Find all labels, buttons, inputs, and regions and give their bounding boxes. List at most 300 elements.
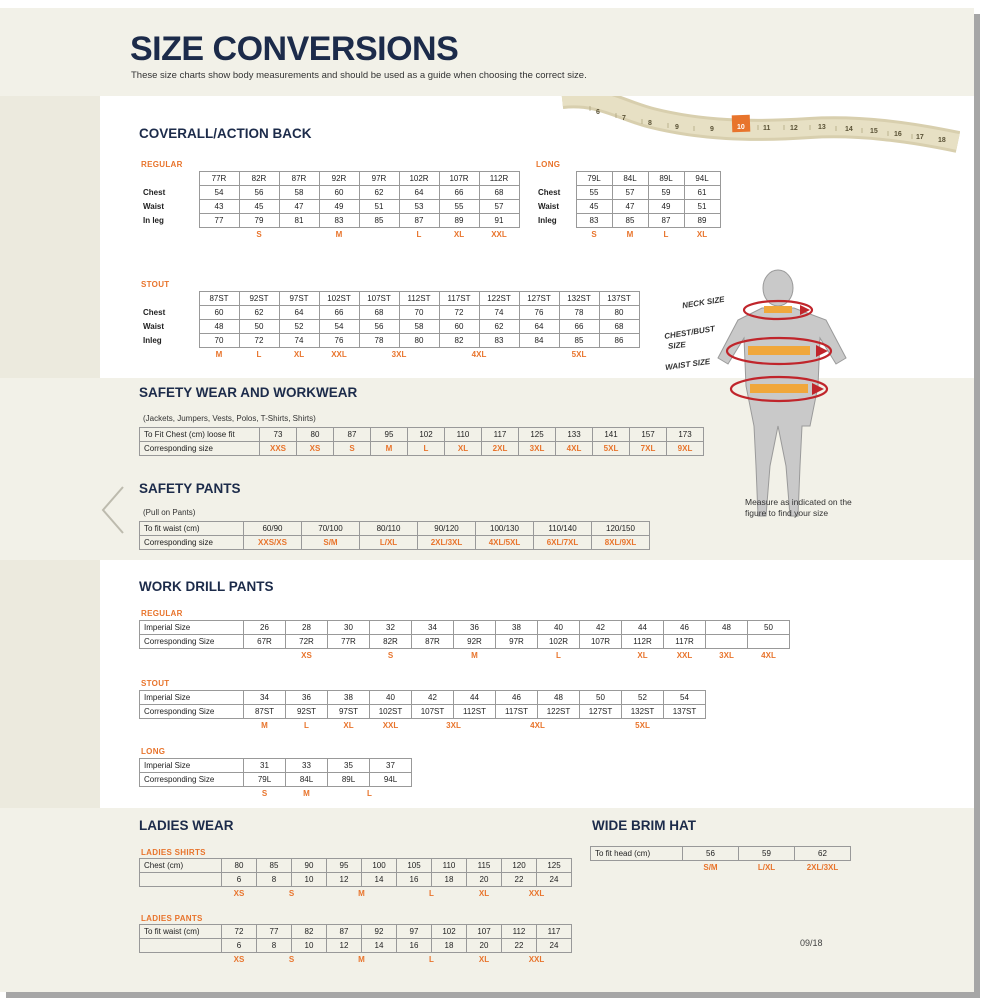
size-cell: XL [453,230,465,239]
label-drill-stout: STOUT [141,679,170,688]
size-cell [359,228,399,242]
table-cell: 57 [479,200,519,214]
size-cell: XXL [382,721,399,730]
table-cell: 8XL/9XL [592,536,650,550]
table-header-cell: 107ST [359,292,399,306]
table-cell: 141 [593,428,630,442]
table-cell: M [371,442,408,456]
table-cell: 89L [328,773,370,787]
table-cell: 50 [748,621,790,635]
table-cell: 87 [334,428,371,442]
table-cell: 92R [454,635,496,649]
size-cell: M [261,721,268,730]
table-cell: 55 [576,186,612,200]
table-cell: 6 [222,939,257,953]
size-cell: XL [343,721,354,730]
row-label: To fit waist (cm) [140,522,244,536]
table-cell: 102 [432,925,467,939]
table-cell: 2XL/3XL [418,536,476,550]
table-cell: 50 [580,691,622,705]
table-cell: 89 [439,214,479,228]
size-cell: L [256,350,262,359]
size-row [534,228,720,242]
svg-text:10: 10 [737,124,745,131]
row-label: Imperial Size [140,759,244,773]
table-header-cell: 127ST [519,292,559,306]
table-cell: 132ST [622,705,664,719]
table-cell: 125 [519,428,556,442]
size-cell [199,228,239,242]
size-cell: S [261,789,268,798]
size-cell: XL [293,350,305,359]
table-cell: 60 [199,306,239,320]
table-cell: 80 [297,428,334,442]
size-cell [244,649,286,663]
size-cell: L [429,889,434,898]
table-cell: 6XL/7XL [534,536,592,550]
table-header-cell: 112R [479,172,519,186]
table-hat [590,846,851,874]
table-cell: 3XL [519,442,556,456]
row-label: Corresponding Size [140,773,244,787]
table-cell: 54 [664,691,706,705]
table-coverall-stout [139,291,640,361]
table-row [140,536,650,550]
size-row [591,861,851,875]
table-cell: 30 [328,621,370,635]
table-cell: 14 [362,873,397,887]
row-label: Corresponding Size [140,705,244,719]
table-cell: XXS [260,442,297,456]
size-cell: XL [696,230,708,239]
table-cell: 9XL [667,442,704,456]
table-cell: 10 [292,939,327,953]
svg-text:13: 13 [818,124,826,131]
table-cell: 48 [199,320,239,334]
table-cell: 107ST [412,705,454,719]
table-cell: 34 [412,621,454,635]
table-cell: 74 [479,306,519,320]
table-cell: 62 [359,186,399,200]
table-cell: 110 [445,428,482,442]
row-label: To fit head (cm) [591,847,683,861]
table-cell: 137ST [664,705,706,719]
table-header-cell: 94L [684,172,720,186]
size-cell: M [303,789,310,798]
table-cell: 8 [257,873,292,887]
table-cell: 107 [467,925,502,939]
row-label: Inleg [143,336,162,345]
table-cell: 102ST [370,705,412,719]
figure-caption: Measure as indicated on the figure to find your size [745,497,852,519]
table-cell: 66 [319,306,359,320]
size-cell: M [215,350,223,359]
size-cell: XL [478,955,490,964]
size-cell: S/M [703,863,718,872]
table-cell: 18 [432,939,467,953]
table-cell: 112R [622,635,664,649]
table-cell: 87R [412,635,454,649]
table-cell: 86 [599,334,639,348]
label-drill-regular: REGULAR [141,609,183,618]
table-cell: 16 [397,939,432,953]
table-cell: 85 [257,859,292,873]
size-cell: M [626,230,634,239]
size-cell: S [288,955,295,964]
table-row [140,705,706,719]
row-label [140,939,222,953]
table-cell: 90 [292,859,327,873]
table-cell: 46 [664,621,706,635]
table-cell: 16 [397,873,432,887]
table-ladies-shirts [139,858,572,900]
table-cell: 105 [397,859,432,873]
row-label: Imperial Size [140,691,244,705]
table-header-cell: 82R [239,172,279,186]
section-heading-safety-wear: SAFETY WEAR AND WORKWEAR [139,385,358,400]
table-header-cell: 92R [319,172,359,186]
table-cell: 53 [399,200,439,214]
figure-label-chest-line2: SIZE [667,340,687,351]
table-cell: 49 [648,200,684,214]
note-safety-pants: (Pull on Pants) [143,508,196,517]
table-row [139,320,639,334]
svg-text:8: 8 [648,120,652,127]
page-subtitle: These size charts show body measurements and should be used as a guide when choosing the correct size. [131,70,587,81]
table-cell: 68 [599,320,639,334]
size-cell: M [358,955,365,964]
table-cell: 49 [319,200,359,214]
table-cell: 117ST [496,705,538,719]
table-row [140,939,572,953]
table-row [140,925,572,939]
table-cell: 2XL [482,442,519,456]
size-cell: 4XL [530,721,545,730]
table-cell: 47 [279,200,319,214]
table-cell: 55 [439,200,479,214]
table-cell: 47 [612,200,648,214]
label-ladies-pants: LADIES PANTS [141,914,203,923]
table-cell: 82 [292,925,327,939]
table-cell: 122ST [538,705,580,719]
table-row [139,186,519,200]
table-cell: 72 [239,334,279,348]
size-cell: L/XL [757,863,776,872]
table-cell: 44 [622,621,664,635]
table-cell: 80 [399,334,439,348]
table-drill-long [139,758,412,800]
svg-text:12: 12 [790,125,798,132]
row-label: Chest [143,188,166,197]
table-cell: 81 [279,214,319,228]
row-label: Waist [538,202,560,211]
table-header-cell: 117ST [439,292,479,306]
table-cell [706,635,748,649]
table-cell: 28 [286,621,328,635]
table-cell: 68 [359,306,399,320]
table-cell: 73 [260,428,297,442]
table-cell: 80/110 [360,522,418,536]
table-cell: 22 [502,873,537,887]
table-cell: 60 [319,186,359,200]
table-cell: 51 [684,200,720,214]
table-drill-regular [139,620,790,662]
table-cell: 58 [399,320,439,334]
table-row [140,759,412,773]
table-row [534,200,720,214]
table-cell: S/M [302,536,360,550]
table-header-cell: 92ST [239,292,279,306]
table-cell: 76 [519,306,559,320]
table-header-cell: 102ST [319,292,359,306]
label-ladies-shirts: LADIES SHIRTS [141,848,206,857]
table-cell: 82R [370,635,412,649]
figure-label-waist: WAIST SIZE [664,356,711,373]
size-cell: XL [637,651,648,660]
table-cell: 40 [538,621,580,635]
table-cell: XL [445,442,482,456]
row-label: Imperial Size [140,621,244,635]
table-cell: 20 [467,939,502,953]
table-cell: 77R [328,635,370,649]
table-row [140,442,704,456]
label-coverall-regular: REGULAR [141,160,183,169]
table-header-cell: 87ST [199,292,239,306]
table-cell: 117 [482,428,519,442]
table-cell: 87 [648,214,684,228]
table-cell: 33 [286,759,328,773]
table-cell: 72 [439,306,479,320]
size-cell: S [256,230,262,239]
table-row [139,334,639,348]
size-cell: XXL [491,230,507,239]
table-cell: 70 [399,306,439,320]
row-label: Waist [143,202,165,211]
table-cell: 14 [362,939,397,953]
table-cell: 37 [370,759,412,773]
size-cell: XXL [331,350,347,359]
table-cell: 54 [319,320,359,334]
row-label: Waist [143,322,165,331]
table-cell: 125 [537,859,572,873]
table-cell: S [334,442,371,456]
svg-text:14: 14 [845,126,853,133]
table-cell: 70 [199,334,239,348]
table-cell [748,635,790,649]
size-cell: S [591,230,597,239]
table-cell: 26 [244,621,286,635]
table-cell: 36 [286,691,328,705]
table-cell: 67R [244,635,286,649]
table-cell: 157 [630,428,667,442]
table-cell: 87 [399,214,439,228]
table-cell: L/XL [360,536,418,550]
table-cell: 102R [538,635,580,649]
svg-text:15: 15 [870,128,878,135]
table-cell: 48 [538,691,580,705]
row-label: To Fit Chest (cm) loose fit [140,428,260,442]
size-cell: S [288,889,295,898]
table-drill-stout [139,690,706,732]
table-cell: 42 [412,691,454,705]
size-cell: XS [233,889,245,898]
table-cell: 52 [622,691,664,705]
table-cell: 42 [580,621,622,635]
table-header-cell: 79L [576,172,612,186]
size-cell: S [387,651,394,660]
row-label: Inleg [538,216,557,225]
table-cell: 107R [580,635,622,649]
table-header-row [139,172,519,186]
size-row [140,719,706,733]
table-cell: 61 [684,186,720,200]
table-cell: 40 [370,691,412,705]
table-cell: 20 [467,873,502,887]
table-cell: 83 [319,214,359,228]
row-label: Corresponding size [140,442,260,456]
table-cell: 127ST [580,705,622,719]
table-cell: 72R [286,635,328,649]
table-cell: 46 [496,691,538,705]
table-cell: 31 [244,759,286,773]
table-cell: 36 [454,621,496,635]
table-header-cell: 84L [612,172,648,186]
svg-text:7: 7 [622,115,626,122]
table-cell: 34 [244,691,286,705]
table-cell: 70/100 [302,522,360,536]
size-cell: M [358,889,365,898]
svg-text:17: 17 [916,134,924,141]
table-header-cell: 87R [279,172,319,186]
size-cell [279,228,319,242]
table-cell: 84 [519,334,559,348]
table-row [139,306,639,320]
table-cell: 45 [576,200,612,214]
size-row [139,348,639,362]
table-cell: 110 [432,859,467,873]
size-cell: L [367,789,372,798]
table-cell: 18 [432,873,467,887]
table-cell: 83 [479,334,519,348]
row-label: Corresponding Size [140,635,244,649]
label-coverall-long: LONG [536,160,561,169]
table-ladies-pants [139,924,572,966]
table-cell: 87 [327,925,362,939]
table-cell: 56 [359,320,399,334]
table-cell: 80 [599,306,639,320]
table-cell: 22 [502,939,537,953]
size-cell: XXL [676,651,693,660]
table-cell: 24 [537,873,572,887]
figure-label-neck: NECK SIZE [681,294,726,311]
table-cell: 12 [327,939,362,953]
label-coverall-stout: STOUT [141,280,170,289]
table-cell: 92 [362,925,397,939]
table-cell: 90/120 [418,522,476,536]
table-cell: 82 [439,334,479,348]
table-cell: 51 [359,200,399,214]
svg-text:6: 6 [596,109,600,116]
table-cell: 45 [239,200,279,214]
table-row [534,214,720,228]
page-title: SIZE CONVERSIONS [130,30,459,68]
size-row [140,787,412,801]
table-cell: 72 [222,925,257,939]
table-cell: 120 [502,859,537,873]
table-cell: 85 [359,214,399,228]
row-label: In leg [143,216,164,225]
table-cell: 60 [439,320,479,334]
table-row [534,186,720,200]
table-cell: 62 [239,306,279,320]
label-drill-long: LONG [141,747,166,756]
table-header-cell: 132ST [559,292,599,306]
table-cell: 100 [362,859,397,873]
table-row [140,635,790,649]
svg-text:9: 9 [675,124,679,131]
size-cell: 5XL [635,721,650,730]
table-row [140,859,572,873]
table-cell: 58 [279,186,319,200]
table-cell: 59 [648,186,684,200]
size-cell: XS [301,651,312,660]
table-cell: 97 [397,925,432,939]
table-header-cell: 97ST [279,292,319,306]
table-cell: 79L [244,773,286,787]
table-cell: 59 [739,847,795,861]
table-cell: 56 [239,186,279,200]
section-heading-hat: WIDE BRIM HAT [592,818,696,833]
table-header-cell: 77R [199,172,239,186]
table-cell: 102 [408,428,445,442]
table-cell: 64 [519,320,559,334]
table-cell: 85 [612,214,648,228]
section-heading-coverall: COVERALL/ACTION BACK [139,126,312,141]
svg-text:16: 16 [894,131,902,138]
table-row [140,873,572,887]
section-heading-ladies: LADIES WEAR [139,818,234,833]
table-cell: 78 [559,306,599,320]
table-row [139,200,519,214]
size-cell: L [556,651,561,660]
table-row [140,691,706,705]
table-cell: 91 [479,214,519,228]
table-header-cell: 102R [399,172,439,186]
table-cell: 52 [279,320,319,334]
table-row [140,773,412,787]
table-cell: 89 [684,214,720,228]
table-cell: 43 [199,200,239,214]
table-cell: 133 [556,428,593,442]
size-cell: M [335,230,343,239]
table-row [140,621,790,635]
table-cell: 38 [328,691,370,705]
table-header-cell: 137ST [599,292,639,306]
row-label: Chest (cm) [140,859,222,873]
table-cell: 54 [199,186,239,200]
table-cell: 60/90 [244,522,302,536]
table-cell: 7XL [630,442,667,456]
size-cell: 4XL [761,651,776,660]
size-cell: XS [233,955,245,964]
table-cell: 12 [327,873,362,887]
table-cell: 64 [279,306,319,320]
table-cell: 5XL [593,442,630,456]
table-cell: 10 [292,873,327,887]
size-cell: L [416,230,422,239]
table-cell: 112ST [454,705,496,719]
table-cell: 87ST [244,705,286,719]
